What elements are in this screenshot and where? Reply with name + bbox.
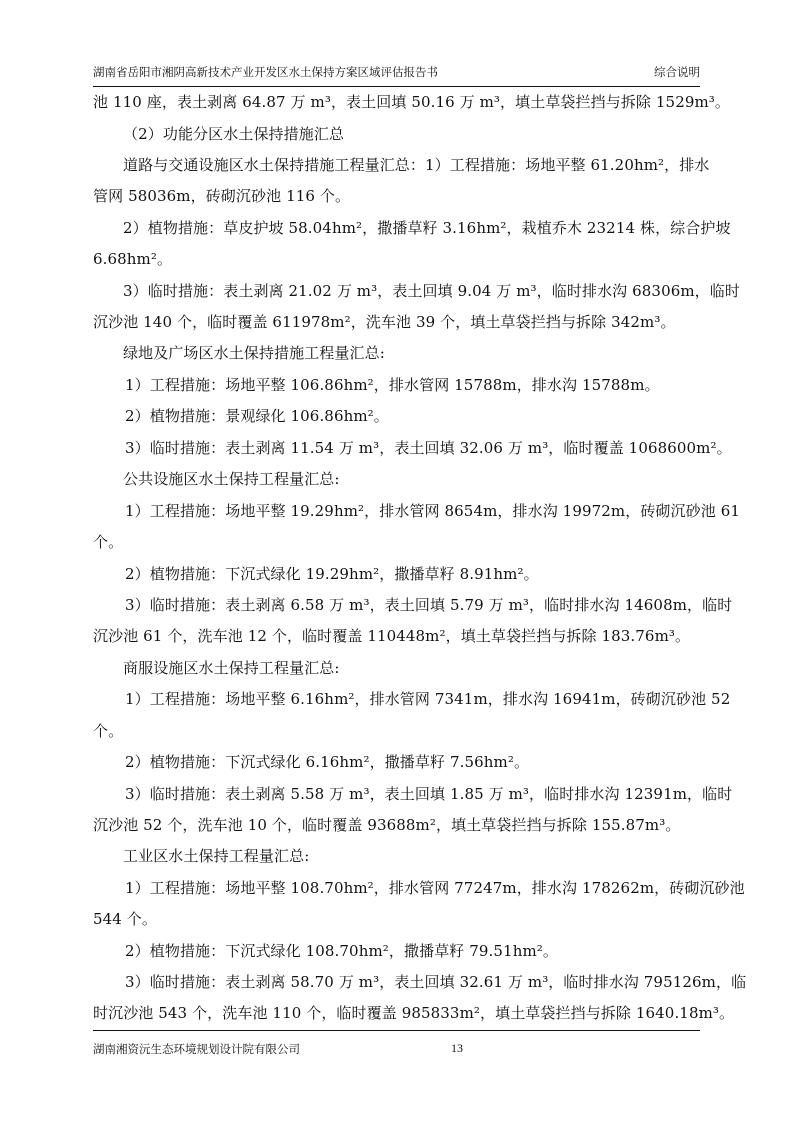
area-heading: 商服设施区水土保持工程量汇总: <box>123 659 340 677</box>
text-line: 时沉沙池 543 个，洗车池 110 个，临时覆盖 985833m²，填土草袋拦挡与拆除 1640.18m³。 <box>93 1004 735 1022</box>
text-line: 1）工程措施：场地平整 19.29hm²，排水管网 8654m，排水沟 19972m，砖砌沉砂池 61 <box>125 502 740 520</box>
text-line: 个。 <box>93 722 124 740</box>
text-line: 6.68hm²。 <box>93 250 173 268</box>
text-line: 3）临时措施：表土剥离 21.02 万 m³，表土回填 9.04 万 m³，临时排水沟 68306m，临时 <box>123 282 740 300</box>
text-line: 3）临时措施：表土剥离 5.58 万 m³，表土回填 1.85 万 m³，临时排水沟 12391m，临时 <box>125 785 733 803</box>
text-line: 544 个。 <box>93 910 157 928</box>
page-header <box>93 62 700 82</box>
text-line: 2）植物措施：下沉式绿化 108.70hm²，撒播草籽 79.51hm²。 <box>125 942 559 960</box>
text-line: 3）临时措施：表土剥离 11.54 万 m³，表土回填 32.06 万 m³，临时覆盖 1068600m²。 <box>125 439 732 457</box>
area-heading: 工业区水土保持工程量汇总: <box>123 847 310 865</box>
text-line: 沉沙池 52 个，洗车池 10 个，临时覆盖 93688m²，填土草袋拦挡与拆除 155.87m³。 <box>93 816 681 834</box>
page-footer <box>93 1041 700 1057</box>
text-line: 2）植物措施：下沉式绿化 6.16hm²，撒播草籽 7.56hm²。 <box>125 753 530 771</box>
section-name: 综合说明 <box>654 65 700 79</box>
text-line: 个。 <box>93 533 124 551</box>
company-name: 湖南湘资沅生态环境规划设计院有限公司 <box>93 1042 300 1056</box>
text-line: 1）工程措施：场地平整 106.86hm²，排水管网 15788m，排水沟 15788m。 <box>125 376 660 394</box>
area-heading: 绿地及广场区水土保持措施工程量汇总: <box>123 344 385 362</box>
text-line: 沉沙池 140 个，临时覆盖 611978m²，洗车池 39 个，填土草袋拦挡与拆除 342m³。 <box>93 313 676 331</box>
text-line: 池 110 座，表土剥离 64.87 万 m³，表土回填 50.16 万 m³，填土草袋拦挡与拆除 1529m³。 <box>93 93 731 111</box>
header-rule <box>93 86 700 87</box>
text-line: 2）植物措施：下沉式绿化 19.29hm²，撒播草籽 8.91hm²。 <box>125 565 539 583</box>
text-line: 2）植物措施：景观绿化 106.86hm²。 <box>125 407 389 425</box>
footer-rule <box>93 1030 700 1031</box>
report-title: 湖南省岳阳市湘阴高新技术产业开发区水土保持方案区域评估报告书 <box>93 65 438 79</box>
page-number: 13 <box>451 1041 463 1055</box>
text-line: 沉沙池 61 个，洗车池 12 个，临时覆盖 110448m²，填土草袋拦挡与拆除 183.76m³。 <box>93 627 691 645</box>
text-line: 2）植物措施：草皮护坡 58.04hm²，撒播草籽 3.16hm²，栽植乔木 23214 株，综合护坡 <box>123 219 731 237</box>
area-heading: 公共设施区水土保持工程量汇总: <box>123 470 340 488</box>
text-line: 1）工程措施：场地平整 6.16hm²，排水管网 7341m，排水沟 16941m，砖砌沉砂池 52 <box>125 690 731 708</box>
text-line: 3）临时措施：表土剥离 6.58 万 m³，表土回填 5.79 万 m³，临时排水沟 14608m，临时 <box>125 596 733 614</box>
text-line: 管网 58036m，砖砌沉砂池 116 个。 <box>93 187 351 205</box>
text-line: 3）临时措施：表土剥离 58.70 万 m³，表土回填 32.61 万 m³，临时排水沟 795126m，临 <box>125 973 747 991</box>
text-line: 1）工程措施：场地平整 108.70hm²，排水管网 77247m，排水沟 178262m，砖砌沉砂池 <box>125 879 745 897</box>
text-line: 道路与交通设施区水土保持措施工程量汇总：1）工程措施：场地平整 61.20hm²，排水 <box>123 156 710 174</box>
subsection-heading: （2）功能分区水土保持措施汇总 <box>123 125 345 143</box>
